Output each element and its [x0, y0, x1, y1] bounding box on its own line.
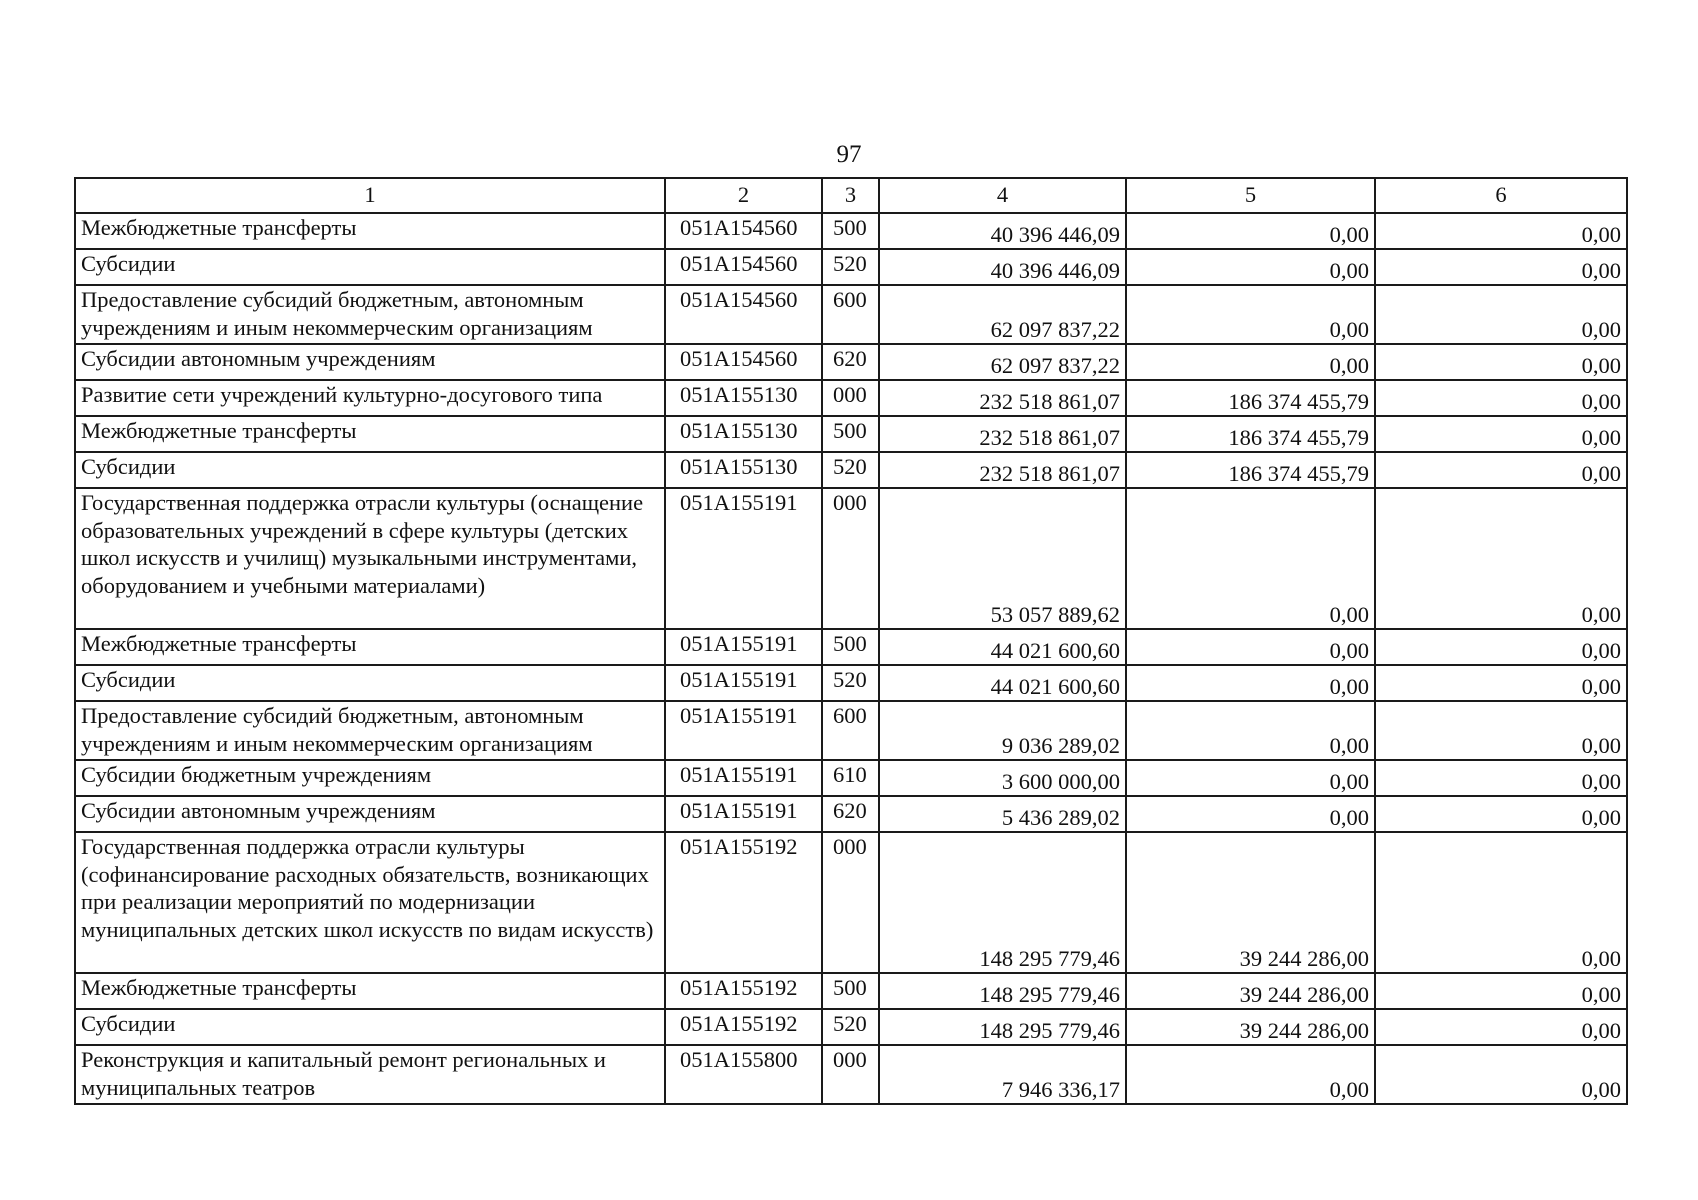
- column-header-6: 6: [1375, 178, 1627, 213]
- row-amount-5: 0,00: [1126, 665, 1375, 701]
- row-expense-type: 500: [822, 416, 879, 452]
- row-amount-6: 0,00: [1375, 796, 1627, 832]
- row-code: 051A155192: [665, 832, 822, 973]
- row-code: 051A155192: [665, 973, 822, 1009]
- row-amount-4: 9 036 289,02: [879, 701, 1126, 760]
- column-header-2: 2: [665, 178, 822, 213]
- row-code: 051A155191: [665, 796, 822, 832]
- row-name: Межбюджетные трансферты: [75, 973, 665, 1009]
- row-amount-4: 7 946 336,17: [879, 1045, 1126, 1104]
- row-amount-6: 0,00: [1375, 832, 1627, 973]
- row-name: Субсидии: [75, 1009, 665, 1045]
- row-amount-4: 148 295 779,46: [879, 1009, 1126, 1045]
- row-amount-5: 0,00: [1126, 344, 1375, 380]
- row-amount-5: 0,00: [1126, 249, 1375, 285]
- table-row: [75, 1009, 1627, 1045]
- row-name: Субсидии: [75, 452, 665, 488]
- row-amount-4: 40 396 446,09: [879, 213, 1126, 249]
- row-code: 051A155191: [665, 760, 822, 796]
- budget-table: [74, 177, 1628, 1105]
- row-amount-5: 39 244 286,00: [1126, 1009, 1375, 1045]
- row-code: 051A155191: [665, 701, 822, 760]
- table-row: [75, 416, 1627, 452]
- row-amount-6: 0,00: [1375, 416, 1627, 452]
- row-amount-4: 5 436 289,02: [879, 796, 1126, 832]
- table-row: [75, 973, 1627, 1009]
- row-amount-5: 0,00: [1126, 796, 1375, 832]
- row-amount-4: 44 021 600,60: [879, 665, 1126, 701]
- row-code: 051A154560: [665, 213, 822, 249]
- row-code: 051A155800: [665, 1045, 822, 1104]
- row-name: Субсидии автономным учреждениям: [75, 796, 665, 832]
- row-code: 051A155191: [665, 488, 822, 629]
- row-amount-5: 0,00: [1126, 629, 1375, 665]
- column-header-3: 3: [822, 178, 879, 213]
- column-header-5: 5: [1126, 178, 1375, 213]
- row-name: Субсидии бюджетным учреждениям: [75, 760, 665, 796]
- row-expense-type: 520: [822, 249, 879, 285]
- table-row: [75, 760, 1627, 796]
- row-expense-type: 520: [822, 452, 879, 488]
- row-expense-type: 620: [822, 344, 879, 380]
- row-code: 051A155130: [665, 380, 822, 416]
- table-row: [75, 285, 1627, 344]
- row-expense-type: 610: [822, 760, 879, 796]
- table-row: [75, 380, 1627, 416]
- row-amount-4: 148 295 779,46: [879, 832, 1126, 973]
- row-amount-6: 0,00: [1375, 213, 1627, 249]
- table-row: [75, 249, 1627, 285]
- row-code: 051A154560: [665, 344, 822, 380]
- row-name: Реконструкция и капитальный ремонт региональных и муниципальных театров: [75, 1045, 665, 1104]
- row-amount-6: 0,00: [1375, 285, 1627, 344]
- row-amount-6: 0,00: [1375, 1045, 1627, 1104]
- table-row: [75, 701, 1627, 760]
- row-expense-type: 500: [822, 629, 879, 665]
- table-row: [75, 832, 1627, 973]
- row-amount-5: 0,00: [1126, 1045, 1375, 1104]
- row-name: Межбюджетные трансферты: [75, 416, 665, 452]
- row-expense-type: 600: [822, 701, 879, 760]
- row-amount-4: 62 097 837,22: [879, 344, 1126, 380]
- row-name: Развитие сети учреждений культурно-досугового типа: [75, 380, 665, 416]
- row-amount-6: 0,00: [1375, 380, 1627, 416]
- row-amount-6: 0,00: [1375, 665, 1627, 701]
- table-row: [75, 488, 1627, 629]
- row-amount-6: 0,00: [1375, 629, 1627, 665]
- row-name: Предоставление субсидий бюджетным, автономным учреждениям и иным некоммерческим организациям: [75, 285, 665, 344]
- table-row: [75, 629, 1627, 665]
- row-amount-4: 44 021 600,60: [879, 629, 1126, 665]
- row-amount-6: 0,00: [1375, 452, 1627, 488]
- row-code: 051A155191: [665, 665, 822, 701]
- row-amount-4: 40 396 446,09: [879, 249, 1126, 285]
- row-amount-6: 0,00: [1375, 344, 1627, 380]
- row-name: Межбюджетные трансферты: [75, 213, 665, 249]
- row-code: 051A155130: [665, 452, 822, 488]
- row-name: Государственная поддержка отрасли культуры (оснащение образовательных учреждений в сфере культуры (детских школ искусств и училищ) музыкальными инструментами, оборудованием и учебными материалами): [75, 488, 665, 629]
- row-amount-4: 62 097 837,22: [879, 285, 1126, 344]
- row-code: 051A155191: [665, 629, 822, 665]
- table-row: [75, 452, 1627, 488]
- row-expense-type: 500: [822, 213, 879, 249]
- row-name: Предоставление субсидий бюджетным, автономным учреждениям и иным некоммерческим организациям: [75, 701, 665, 760]
- row-amount-5: 186 374 455,79: [1126, 452, 1375, 488]
- row-name: Субсидии автономным учреждениям: [75, 344, 665, 380]
- row-name: Государственная поддержка отрасли культуры (софинансирование расходных обязательств, возникающих при реализации мероприятий по модернизации муниципальных детских школ искусств по видам искусств): [75, 832, 665, 973]
- row-expense-type: 620: [822, 796, 879, 832]
- row-amount-4: 148 295 779,46: [879, 973, 1126, 1009]
- row-code: 051A155192: [665, 1009, 822, 1045]
- row-amount-5: 0,00: [1126, 488, 1375, 629]
- row-expense-type: 600: [822, 285, 879, 344]
- row-amount-5: 186 374 455,79: [1126, 416, 1375, 452]
- row-name: Субсидии: [75, 249, 665, 285]
- table-header-row: [75, 178, 1627, 213]
- row-code: 051A155130: [665, 416, 822, 452]
- row-amount-6: 0,00: [1375, 249, 1627, 285]
- row-amount-4: 232 518 861,07: [879, 380, 1126, 416]
- column-header-4: 4: [879, 178, 1126, 213]
- table-row: [75, 796, 1627, 832]
- row-expense-type: 520: [822, 1009, 879, 1045]
- row-amount-6: 0,00: [1375, 488, 1627, 629]
- row-expense-type: 000: [822, 832, 879, 973]
- row-amount-5: 186 374 455,79: [1126, 380, 1375, 416]
- row-code: 051A154560: [665, 249, 822, 285]
- row-amount-5: 0,00: [1126, 285, 1375, 344]
- row-name: Межбюджетные трансферты: [75, 629, 665, 665]
- row-expense-type: 000: [822, 488, 879, 629]
- row-amount-4: 232 518 861,07: [879, 416, 1126, 452]
- row-name: Субсидии: [75, 665, 665, 701]
- row-amount-5: 0,00: [1126, 701, 1375, 760]
- row-expense-type: 500: [822, 973, 879, 1009]
- column-header-1: 1: [75, 178, 665, 213]
- row-amount-5: 0,00: [1126, 760, 1375, 796]
- row-expense-type: 520: [822, 665, 879, 701]
- row-expense-type: 000: [822, 1045, 879, 1104]
- row-amount-5: 39 244 286,00: [1126, 973, 1375, 1009]
- row-amount-5: 39 244 286,00: [1126, 832, 1375, 973]
- row-amount-4: 3 600 000,00: [879, 760, 1126, 796]
- table-row: [75, 344, 1627, 380]
- table-row: [75, 1045, 1627, 1104]
- row-amount-6: 0,00: [1375, 701, 1627, 760]
- row-amount-4: 53 057 889,62: [879, 488, 1126, 629]
- row-code: 051A154560: [665, 285, 822, 344]
- page-number: 97: [836, 141, 862, 168]
- row-amount-6: 0,00: [1375, 973, 1627, 1009]
- row-amount-5: 0,00: [1126, 213, 1375, 249]
- row-expense-type: 000: [822, 380, 879, 416]
- table-row: [75, 213, 1627, 249]
- row-amount-4: 232 518 861,07: [879, 452, 1126, 488]
- row-amount-6: 0,00: [1375, 1009, 1627, 1045]
- table-row: [75, 665, 1627, 701]
- row-amount-6: 0,00: [1375, 760, 1627, 796]
